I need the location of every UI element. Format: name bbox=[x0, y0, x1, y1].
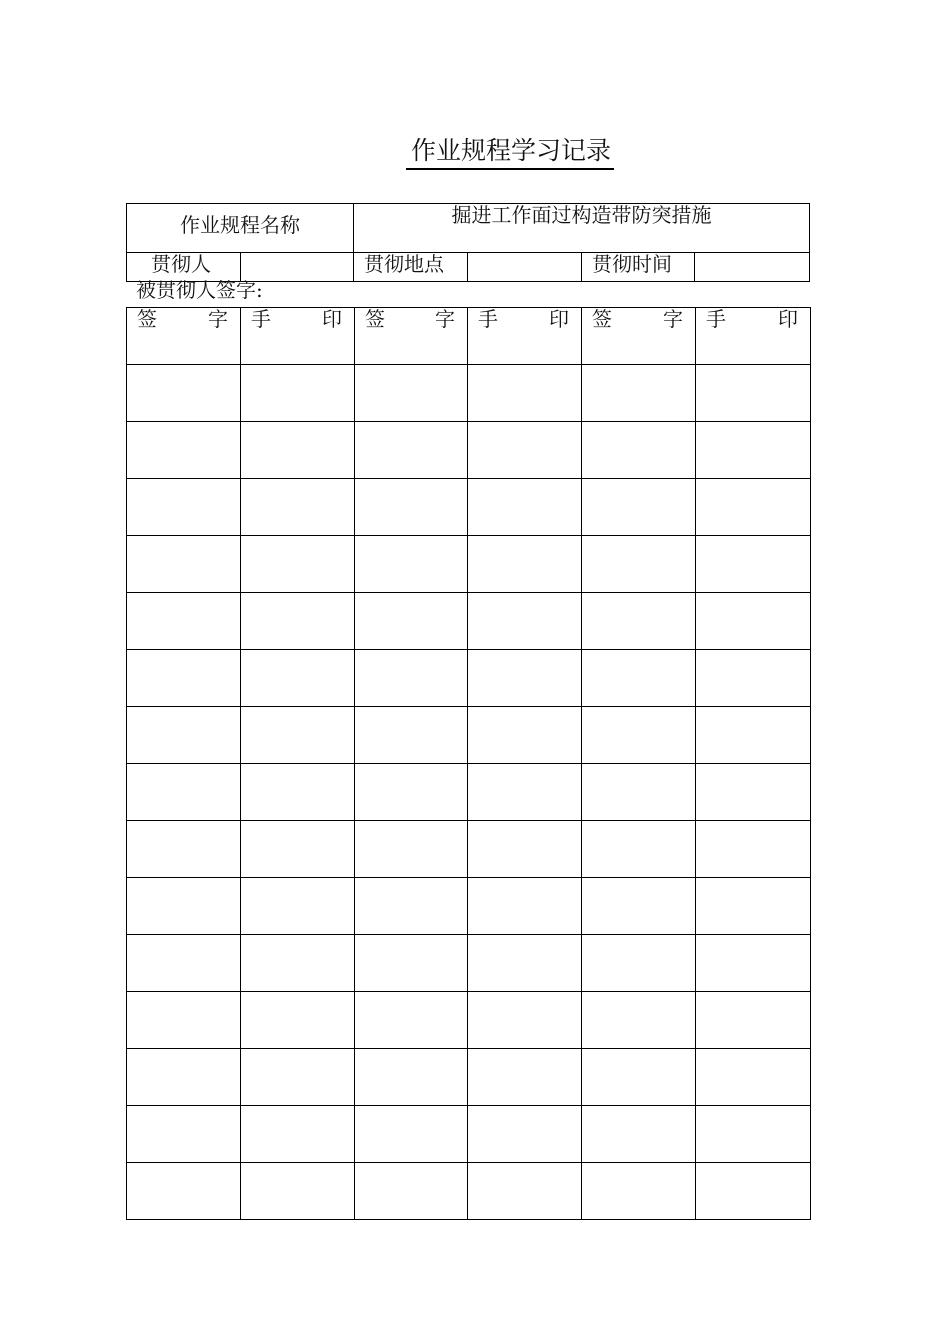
fingerprint-cell[interactable] bbox=[241, 1106, 355, 1163]
fingerprint-cell[interactable] bbox=[468, 821, 582, 878]
info-table bbox=[126, 203, 810, 282]
fingerprint-cell[interactable] bbox=[696, 878, 811, 935]
fingerprint-cell[interactable] bbox=[241, 1163, 355, 1220]
fingerprint-cell[interactable] bbox=[241, 422, 355, 479]
fingerprint-cell[interactable] bbox=[696, 593, 811, 650]
fingerprint-cell[interactable] bbox=[696, 764, 811, 821]
fingerprint-cell[interactable] bbox=[696, 821, 811, 878]
signature-cell[interactable] bbox=[127, 593, 241, 650]
fingerprint-cell[interactable] bbox=[241, 593, 355, 650]
fingerprint-cell[interactable] bbox=[468, 479, 582, 536]
signature-cell[interactable] bbox=[127, 821, 241, 878]
fingerprint-cell[interactable] bbox=[696, 536, 811, 593]
fingerprint-cell[interactable] bbox=[696, 365, 811, 422]
header-signature bbox=[582, 308, 696, 365]
signature-row bbox=[127, 764, 811, 821]
signature-cell[interactable] bbox=[582, 479, 696, 536]
time-value[interactable] bbox=[695, 253, 810, 282]
fingerprint-cell[interactable] bbox=[241, 650, 355, 707]
signature-cell[interactable] bbox=[582, 1163, 696, 1220]
fingerprint-cell[interactable] bbox=[696, 479, 811, 536]
signature-cell[interactable] bbox=[127, 479, 241, 536]
signers-label: 被贯彻人签字: bbox=[136, 278, 263, 302]
signature-cell[interactable] bbox=[355, 821, 468, 878]
signature-cell[interactable] bbox=[582, 365, 696, 422]
fingerprint-cell[interactable] bbox=[241, 764, 355, 821]
fingerprint-cell[interactable] bbox=[696, 1106, 811, 1163]
signature-cell[interactable] bbox=[355, 365, 468, 422]
header-char: 印 bbox=[778, 307, 798, 331]
procedure-name-label: 作业规程名称 bbox=[127, 204, 354, 253]
signature-cell[interactable] bbox=[582, 707, 696, 764]
location-label: 贯彻地点 bbox=[354, 253, 468, 282]
header-fingerprint bbox=[241, 308, 355, 365]
fingerprint-cell[interactable] bbox=[241, 821, 355, 878]
fingerprint-cell[interactable] bbox=[468, 1106, 582, 1163]
signature-row bbox=[127, 422, 811, 479]
signature-cell[interactable] bbox=[355, 536, 468, 593]
signature-table bbox=[126, 307, 811, 1220]
signature-cell[interactable] bbox=[127, 1163, 241, 1220]
header-fingerprint bbox=[468, 308, 582, 365]
signature-cell[interactable] bbox=[355, 650, 468, 707]
location-value[interactable] bbox=[468, 253, 582, 282]
signature-row bbox=[127, 650, 811, 707]
signature-row bbox=[127, 878, 811, 935]
signature-cell[interactable] bbox=[127, 878, 241, 935]
signature-cell[interactable] bbox=[582, 1049, 696, 1106]
signature-cell[interactable] bbox=[355, 479, 468, 536]
fingerprint-cell[interactable] bbox=[241, 1049, 355, 1106]
fingerprint-cell[interactable] bbox=[468, 707, 582, 764]
signature-cell[interactable] bbox=[355, 764, 468, 821]
header-char: 手 bbox=[251, 307, 271, 331]
signature-header-row bbox=[127, 308, 811, 365]
fingerprint-cell[interactable] bbox=[468, 764, 582, 821]
fingerprint-cell[interactable] bbox=[696, 650, 811, 707]
fingerprint-cell[interactable] bbox=[468, 536, 582, 593]
title-underline bbox=[406, 168, 614, 170]
header-char: 签 bbox=[137, 307, 157, 331]
signature-row bbox=[127, 1163, 811, 1220]
fingerprint-cell[interactable] bbox=[241, 935, 355, 992]
fingerprint-cell[interactable] bbox=[468, 365, 582, 422]
signature-cell[interactable] bbox=[355, 1049, 468, 1106]
signature-cell[interactable] bbox=[582, 536, 696, 593]
fingerprint-cell[interactable] bbox=[468, 593, 582, 650]
header-char: 字 bbox=[435, 307, 455, 331]
signature-cell[interactable] bbox=[582, 593, 696, 650]
signature-cell[interactable] bbox=[582, 935, 696, 992]
header-char: 手 bbox=[706, 307, 726, 331]
info-row-name bbox=[127, 204, 810, 253]
fingerprint-cell[interactable] bbox=[468, 650, 582, 707]
document-title: 作业规程学习记录 bbox=[410, 136, 611, 165]
fingerprint-cell[interactable] bbox=[696, 422, 811, 479]
signature-cell[interactable] bbox=[355, 992, 468, 1049]
header-char: 印 bbox=[322, 307, 342, 331]
header-signature bbox=[355, 308, 468, 365]
time-label: 贯彻时间 bbox=[582, 253, 695, 282]
signature-cell[interactable] bbox=[127, 1106, 241, 1163]
signature-row bbox=[127, 707, 811, 764]
signature-cell[interactable] bbox=[582, 878, 696, 935]
signature-cell[interactable] bbox=[582, 422, 696, 479]
fingerprint-cell[interactable] bbox=[241, 992, 355, 1049]
signature-cell[interactable] bbox=[355, 422, 468, 479]
signature-row bbox=[127, 992, 811, 1049]
signature-row bbox=[127, 593, 811, 650]
fingerprint-cell[interactable] bbox=[468, 1163, 582, 1220]
signature-cell[interactable] bbox=[127, 422, 241, 479]
header-char: 手 bbox=[478, 307, 498, 331]
fingerprint-cell[interactable] bbox=[241, 479, 355, 536]
header-char: 字 bbox=[663, 307, 683, 331]
fingerprint-cell[interactable] bbox=[696, 935, 811, 992]
header-signature bbox=[127, 308, 241, 365]
signature-cell[interactable] bbox=[582, 992, 696, 1049]
signature-row bbox=[127, 479, 811, 536]
signature-row bbox=[127, 821, 811, 878]
signature-cell[interactable] bbox=[127, 365, 241, 422]
header-char: 印 bbox=[549, 307, 569, 331]
fingerprint-cell[interactable] bbox=[468, 992, 582, 1049]
fingerprint-cell[interactable] bbox=[696, 992, 811, 1049]
signature-cell[interactable] bbox=[127, 764, 241, 821]
signature-cell[interactable] bbox=[582, 821, 696, 878]
signature-cell[interactable] bbox=[582, 764, 696, 821]
signature-cell[interactable] bbox=[127, 650, 241, 707]
fingerprint-cell[interactable] bbox=[696, 1163, 811, 1220]
signature-cell[interactable] bbox=[355, 593, 468, 650]
implementer-label: 贯彻人 bbox=[127, 253, 241, 282]
fingerprint-cell[interactable] bbox=[241, 707, 355, 764]
signature-cell[interactable] bbox=[582, 1106, 696, 1163]
header-fingerprint bbox=[696, 308, 811, 365]
signature-row bbox=[127, 1049, 811, 1106]
fingerprint-cell[interactable] bbox=[468, 422, 582, 479]
fingerprint-cell[interactable] bbox=[696, 707, 811, 764]
fingerprint-cell[interactable] bbox=[241, 365, 355, 422]
fingerprint-cell[interactable] bbox=[468, 878, 582, 935]
signature-cell[interactable] bbox=[582, 650, 696, 707]
fingerprint-cell[interactable] bbox=[696, 1049, 811, 1106]
signature-cell[interactable] bbox=[355, 935, 468, 992]
fingerprint-cell[interactable] bbox=[468, 935, 582, 992]
fingerprint-cell[interactable] bbox=[241, 536, 355, 593]
signature-cell[interactable] bbox=[127, 707, 241, 764]
signature-cell[interactable] bbox=[355, 707, 468, 764]
signature-cell[interactable] bbox=[127, 536, 241, 593]
signature-row bbox=[127, 536, 811, 593]
signature-row bbox=[127, 1106, 811, 1163]
header-char: 字 bbox=[208, 307, 228, 331]
signature-cell[interactable] bbox=[355, 878, 468, 935]
procedure-name-value[interactable]: 掘进工作面过构造带防突措施 bbox=[354, 204, 810, 253]
header-char: 签 bbox=[365, 307, 385, 331]
signature-cell[interactable] bbox=[127, 1049, 241, 1106]
signature-cell[interactable] bbox=[355, 1163, 468, 1220]
signature-cell[interactable] bbox=[127, 992, 241, 1049]
signature-cell[interactable] bbox=[127, 935, 241, 992]
signature-row bbox=[127, 365, 811, 422]
fingerprint-cell[interactable] bbox=[241, 878, 355, 935]
header-char: 签 bbox=[592, 307, 612, 331]
signature-row bbox=[127, 935, 811, 992]
fingerprint-cell[interactable] bbox=[468, 1049, 582, 1106]
signature-cell[interactable] bbox=[355, 1106, 468, 1163]
